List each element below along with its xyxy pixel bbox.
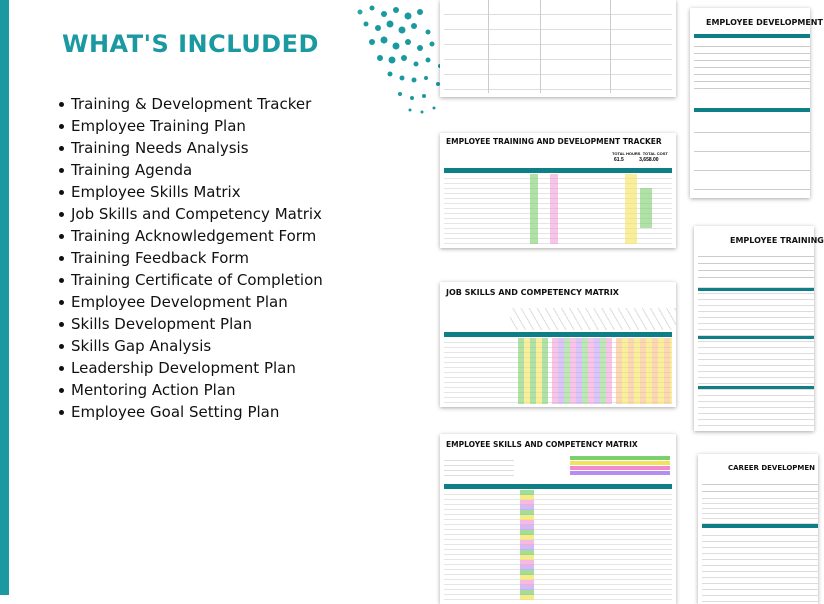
tracker-cost-label: TOTAL COST	[642, 151, 668, 156]
tracker-title: EMPLOYEE TRAINING AND DEVELOPMENT TRACKER	[446, 137, 662, 146]
list-item: Training Feedback Form	[55, 247, 323, 269]
preview-sheet-employee-skills	[440, 434, 676, 604]
decorative-dot-pattern	[340, 0, 450, 120]
preview-sheet-development-plan	[690, 8, 823, 198]
list-item: Skills Gap Analysis	[55, 335, 323, 357]
list-item: Employee Skills Matrix	[55, 181, 323, 203]
career-title: CAREER DEVELOPMEN	[728, 464, 816, 472]
list-item: Mentoring Action Plan	[55, 379, 323, 401]
preview-sheet-tracker	[440, 133, 676, 248]
preview-sheet-training-plan	[694, 226, 824, 431]
job-skills-title: JOB SKILLS AND COMPETENCY MATRIX	[446, 288, 619, 297]
list-item: Employee Development Plan	[55, 291, 323, 313]
list-item: Training Needs Analysis	[55, 137, 323, 159]
emp-skills-title: EMPLOYEE SKILLS AND COMPETENCY MATRIX	[446, 440, 638, 449]
list-item: Employee Goal Setting Plan	[55, 401, 323, 423]
tracker-hours-value: 61.5	[614, 157, 624, 163]
preview-sheet-career-plan	[698, 454, 818, 604]
dev-plan-title: EMPLOYEE DEVELOPMENT	[706, 18, 823, 27]
page-title: WHAT'S INCLUDED	[62, 30, 319, 58]
list-item: Skills Development Plan	[55, 313, 323, 335]
tracker-hours-label: TOTAL HOURS	[612, 151, 641, 156]
list-item: Training Certificate of Completion	[55, 269, 323, 291]
tracker-cost-value: 3,658.00	[639, 157, 659, 163]
training-plan-title: EMPLOYEE TRAINING	[730, 236, 824, 245]
list-item: Training & Development Tracker	[55, 93, 323, 115]
preview-sheet-job-skills	[440, 282, 676, 407]
included-items-list	[55, 93, 323, 423]
list-item: Training Agenda	[55, 159, 323, 181]
preview-sheet-goal-plan	[440, 0, 676, 97]
list-item: Leadership Development Plan	[55, 357, 323, 379]
list-item: Training Acknowledgement Form	[55, 225, 323, 247]
list-item: Employee Training Plan	[55, 115, 323, 137]
accent-side-bar	[0, 0, 9, 595]
list-item: Job Skills and Competency Matrix	[55, 203, 323, 225]
